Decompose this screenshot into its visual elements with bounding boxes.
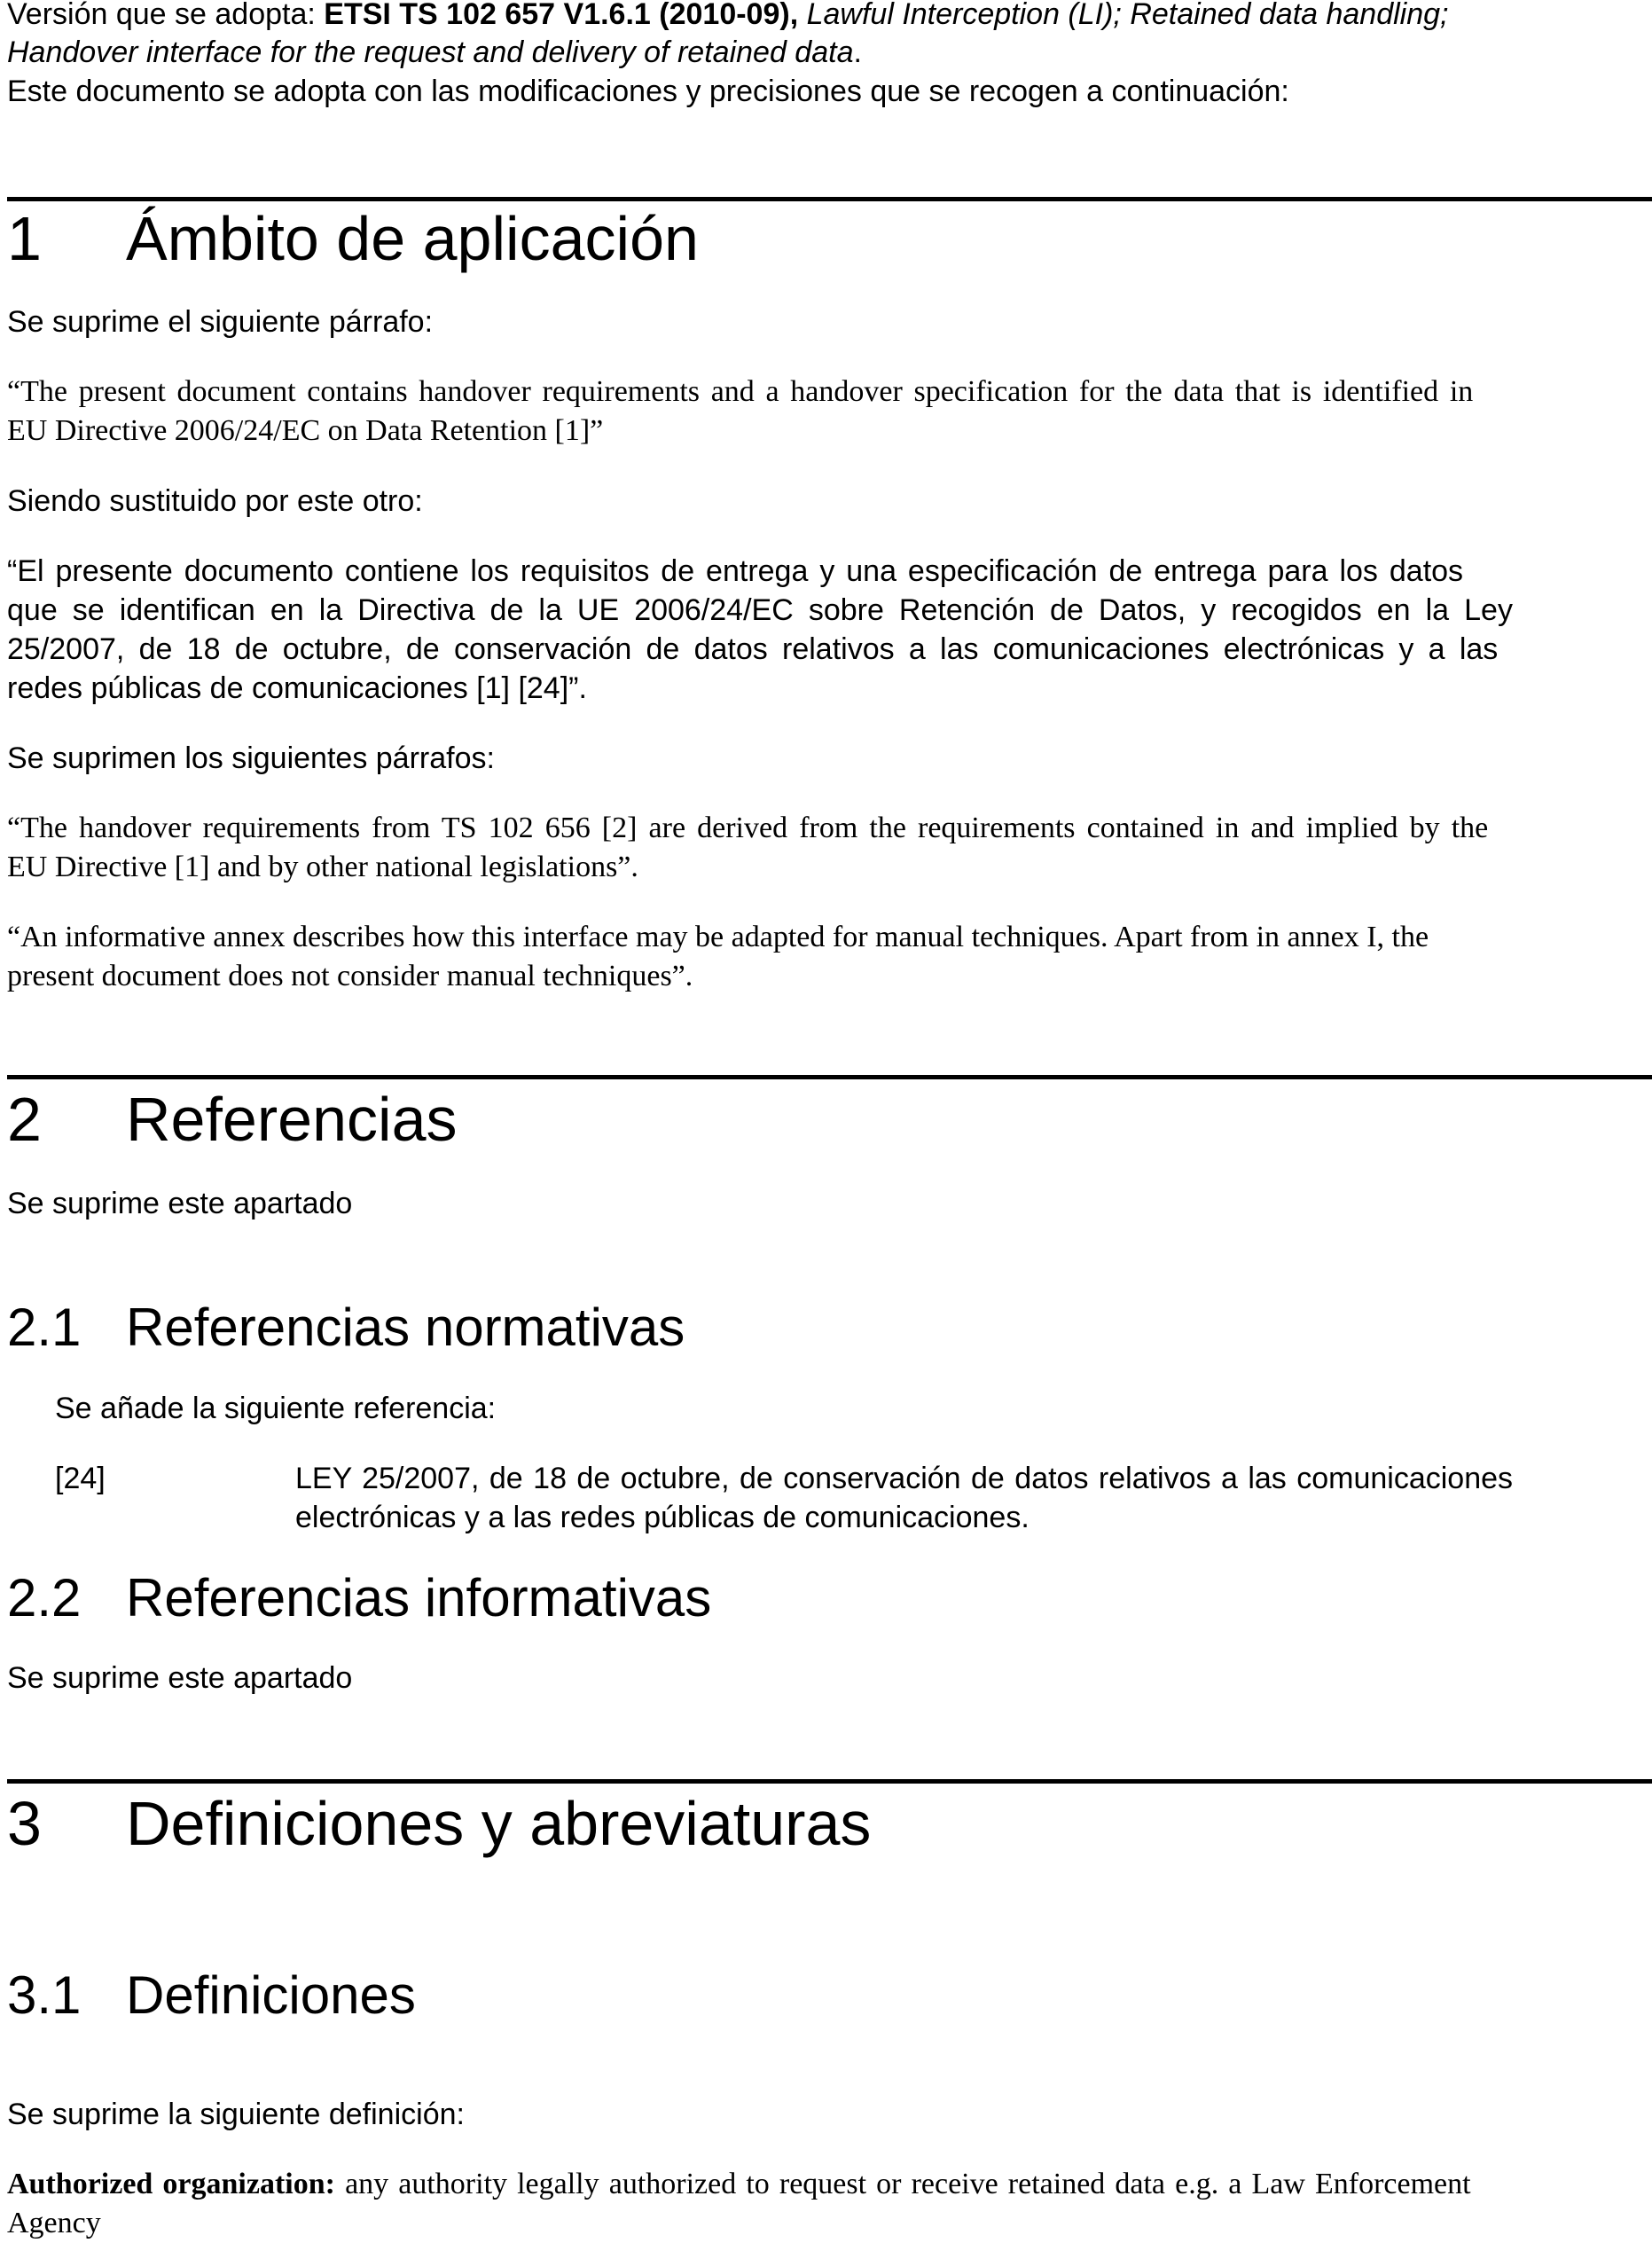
section-3-1-heading bbox=[7, 1965, 416, 2027]
quoted-paragraph-line: EU Directive [1] and by other national legislations”. bbox=[7, 851, 638, 883]
section-title: Definiciones y abreviaturas bbox=[126, 1789, 872, 1858]
section-number: 2.1 bbox=[7, 1298, 82, 1357]
section-2-2-heading bbox=[7, 1567, 711, 1629]
section-1-rule bbox=[7, 197, 1652, 201]
quoted-paragraph-line: present document does not consider manual techniques”. bbox=[7, 960, 693, 992]
quoted-paragraph-line: “The present document contains handover requirements and a handover specification for the data that is identified in bbox=[7, 375, 1474, 408]
definition-line bbox=[7, 2165, 1471, 2204]
quoted-paragraph-line: “El presente documento contiene los requisitos de entrega y una especificación de entrega para los datos bbox=[7, 554, 1464, 588]
section-title: Referencias informativas bbox=[126, 1568, 712, 1627]
section-number: 2.2 bbox=[7, 1568, 82, 1627]
section-2-rule bbox=[7, 1075, 1652, 1079]
paragraph: Se suprime la siguiente definición: bbox=[7, 2098, 465, 2131]
definition-term: Authorized organization: bbox=[7, 2168, 335, 2200]
document-title-line2-text: Handover interface for the request and delivery of retained data bbox=[7, 35, 854, 69]
section-2-1-heading bbox=[7, 1297, 685, 1359]
section-number: 2 bbox=[7, 1085, 42, 1154]
document-title-line2: Handover interface for the request and delivery of retained data. bbox=[7, 35, 862, 69]
adoption-prefix: Versión que se adopta: bbox=[7, 0, 325, 31]
reference-line: electrónicas y a las redes públicas de comunicaciones. bbox=[295, 1501, 1030, 1534]
section-number: 3 bbox=[7, 1789, 42, 1858]
reference-tag: [24] bbox=[55, 1462, 106, 1495]
paragraph: Siendo sustituido por este otro: bbox=[7, 484, 423, 518]
quoted-paragraph-line: redes públicas de comunicaciones [1] [24]”. bbox=[7, 671, 587, 705]
definition-text: any authority legally authorized to request or receive retained data e.g. a Law Enforcement bbox=[334, 2168, 1471, 2200]
section-number: 3.1 bbox=[7, 1965, 82, 2025]
section-1-heading bbox=[7, 203, 699, 274]
paragraph: Se añade la siguiente referencia: bbox=[55, 1392, 497, 1425]
section-3-rule bbox=[7, 1779, 1652, 1784]
paragraph: Se suprime el siguiente párrafo: bbox=[7, 305, 434, 339]
quoted-paragraph-line: “An informative annex describes how this interface may be adapted for manual techniques. Apart from in annex I, the bbox=[7, 921, 1429, 953]
section-title: Ámbito de aplicación bbox=[126, 204, 699, 273]
quoted-paragraph-line: EU Directive 2006/24/EC on Data Retention [1]” bbox=[7, 414, 604, 447]
section-title: Referencias normativas bbox=[126, 1298, 685, 1357]
quoted-paragraph-line: que se identifican en la Directiva de la UE 2006/24/EC sobre Retención de Datos, y recogidos en la Ley bbox=[7, 593, 1513, 627]
adoption-line bbox=[7, 0, 1449, 34]
reference-line: LEY 25/2007, de 18 de octubre, de conservación de datos relativos a las comunicaciones bbox=[295, 1462, 1514, 1495]
paragraph: Se suprime este apartado bbox=[7, 1187, 353, 1220]
quoted-paragraph-line: “The handover requirements from TS 102 656 [2] are derived from the requirements contained in and implied by the bbox=[7, 812, 1489, 844]
document-title-line1: Lawful Interception (LI); Retained data handling; bbox=[798, 0, 1449, 31]
reference-text bbox=[295, 1459, 1652, 1537]
intro-text: Este documento se adopta con las modificaciones y precisiones que se recogen a continuación: bbox=[7, 75, 1289, 108]
definition-line: Agency bbox=[7, 2207, 101, 2239]
paragraph: Se suprimen los siguientes párrafos: bbox=[7, 741, 495, 775]
section-2-heading bbox=[7, 1084, 458, 1155]
document-id: ETSI TS 102 657 V1.6.1 (2010-09), bbox=[324, 0, 799, 31]
section-3-heading bbox=[7, 1788, 871, 1859]
quoted-paragraph-line: 25/2007, de 18 de octubre, de conservación de datos relativos a las comunicaciones electrónicas y a las bbox=[7, 632, 1499, 666]
section-number: 1 bbox=[7, 204, 42, 273]
section-title: Referencias bbox=[126, 1085, 458, 1154]
paragraph: Se suprime este apartado bbox=[7, 1661, 353, 1695]
section-title: Definiciones bbox=[126, 1965, 416, 2025]
